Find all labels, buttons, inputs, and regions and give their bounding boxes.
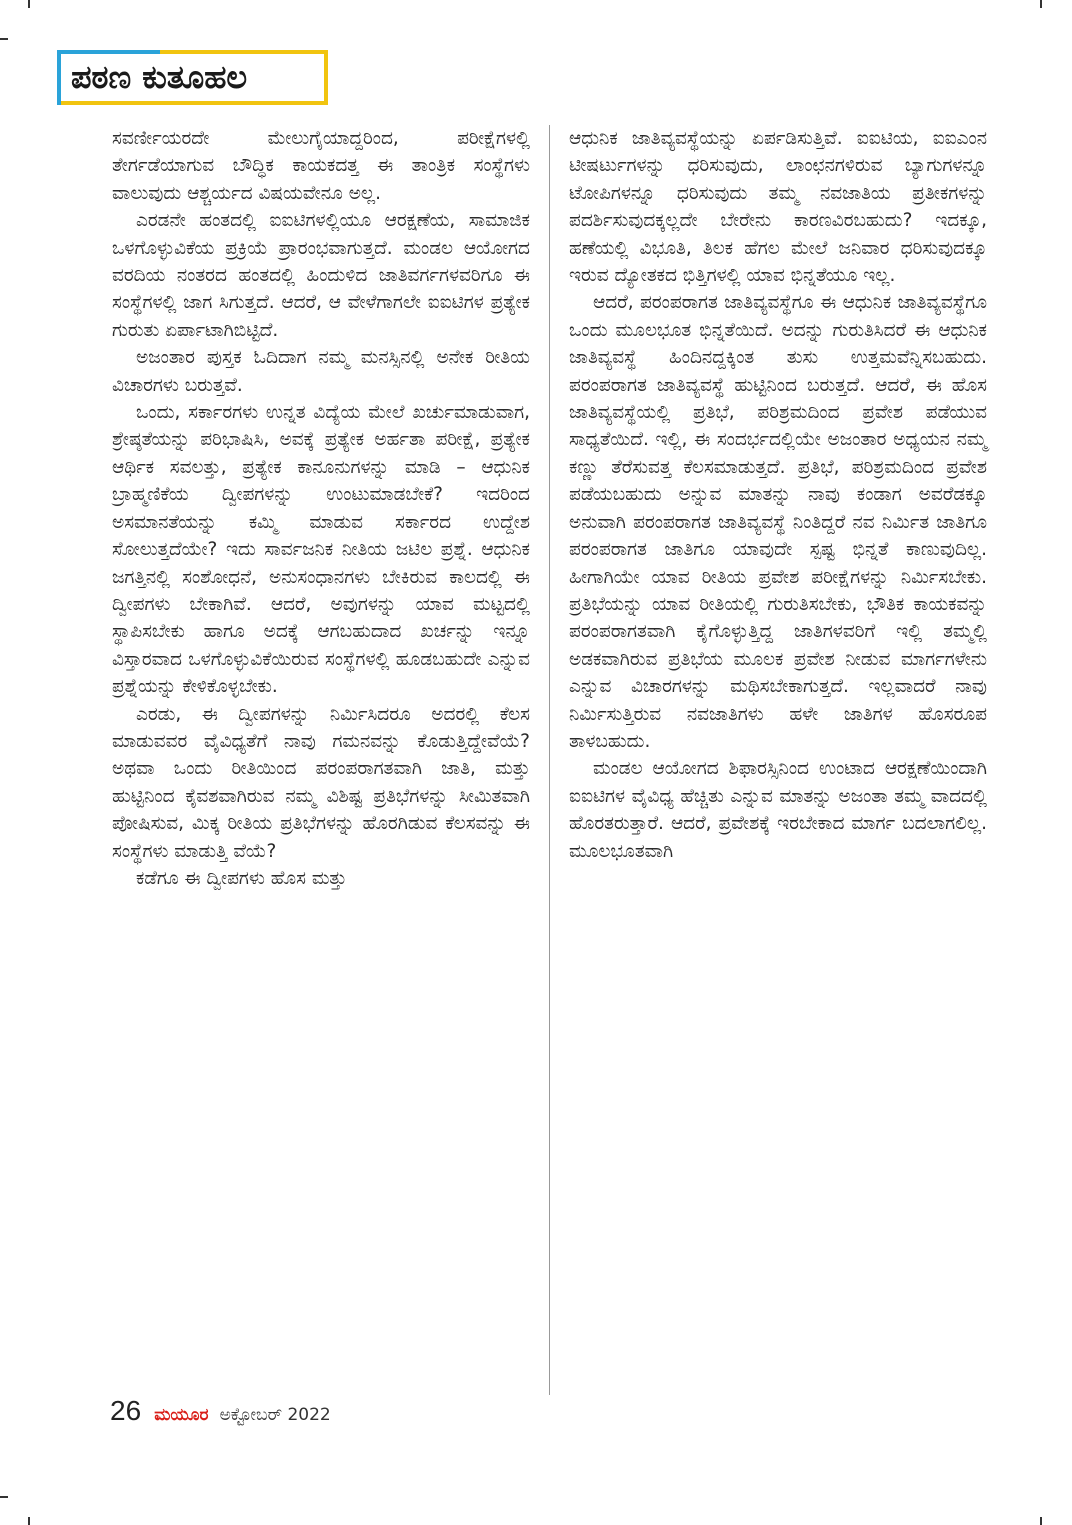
crop-mark-top-right	[1040, 0, 1042, 8]
article-paragraph: ಒಂದು, ಸರ್ಕಾರಗಳು ಉನ್ನತ ವಿದ್ಯೆಯ ಮೇಲೆ ಖರ್ಚುಮಾಡುವಾಗ, ಶ್ರೇಷ್ಠತೆಯನ್ನು ಪರಿಭಾಷಿಸಿ, ಅವಕ್ಕೆ ಪ್ರತ್ಯೇಕ ಅರ್ಹತಾ ಪರೀಕ್ಷೆ, ಪ್ರತ್ಯೇಕ ಆರ್ಥಿಕ ಸವಲತ್ತು, ಪ್ರತ್ಯೇಕ ಕಾನೂನುಗಳನ್ನು ಮಾಡಿ – ಆಧುನಿಕ ಬ್ರಾಹ್ಮಣಿಕೆಯ ದ್ವೀಪಗಳನ್ನು ಉಂಟುಮಾಡಬೇಕೆ? ಇದರಿಂದ ಅಸಮಾನತೆಯನ್ನು ಕಮ್ಮಿ ಮಾಡುವ ಸರ್ಕಾರದ ಉದ್ದೇಶ ಸೋಲುತ್ತದೆಯೇ? ಇದು ಸಾರ್ವಜನಿಕ ನೀತಿಯ ಜಟಿಲ ಪ್ರಶ್ನೆ. ಆಧುನಿಕ ಜಗತ್ತಿನಲ್ಲಿ ಸಂಶೋಧನೆ, ಅನುಸಂಧಾನಗಳು ಬೇಕಿರುವ ಕಾಲದಲ್ಲಿ ಈ ದ್ವೀಪಗಳು ಬೇಕಾಗಿವೆ. ಆದರೆ, ಅವುಗಳನ್ನು ಯಾವ ಮಟ್ಟದಲ್ಲಿ ಸ್ಥಾಪಿಸಬೇಕು ಹಾಗೂ ಅದಕ್ಕೆ ಆಗಬಹುದಾದ ಖರ್ಚನ್ನು ಇನ್ನೂ ವಿಸ್ತಾರವಾದ ಒಳಗೊಳ್ಳುವಿಕೆಯಿರುವ ಸಂಸ್ಥೆಗಳಲ್ಲಿ ಹೂಡಬಹುದೇ ಎನ್ನುವ ಪ್ರಶ್ನೆಯನ್ನು ಕೇಳಿಕೊಳ್ಳಬೇಕು.	[112, 402, 530, 698]
page-number: 26	[110, 1395, 142, 1426]
article-paragraph: ಕಡೆಗೂ ಈ ದ್ವೀಪಗಳು ಹೊಸ ಮತ್ತು	[136, 867, 347, 889]
header-accent-side	[57, 50, 61, 105]
crop-mark-top-left	[28, 0, 30, 8]
crop-mark-bottom-right	[1040, 1517, 1042, 1525]
crop-mark-bottom-left	[28, 1517, 30, 1525]
header-accent-top	[57, 50, 160, 54]
article-paragraph: ಎರಡನೇ ಹಂತದಲ್ಲಿ ಐಐಟಿಗಳಲ್ಲಿಯೂ ಆರಕ್ಷಣೆಯ, ಸಾಮಾಜಿಕ ಒಳಗೊಳ್ಳುವಿಕೆಯ ಪ್ರಕ್ರಿಯೆ ಪ್ರಾರಂಭವಾಗುತ್ತದೆ. ಮಂಡಲ ಆಯೋಗದ ವರದಿಯ ನಂತರದ ಹಂತದಲ್ಲಿ ಹಿಂದುಳಿದ ಜಾತಿವರ್ಗಗಳವರಿಗೂ ಈ ಸಂಸ್ಥೆಗಳಲ್ಲಿ ಜಾಗ ಸಿಗುತ್ತದೆ. ಆದರೆ, ಆ ವೇಳೆಗಾಗಲೇ ಐಐಟಿಗಳ ಪ್ರತ್ಯೇಕ ಗುರುತು ಏರ್ಪಾಟಾಗಿಬಿಟ್ಟಿದೆ.	[112, 210, 530, 341]
page-footer	[110, 1395, 331, 1427]
article-paragraph: ಆದರೆ, ಪರಂಪರಾಗತ ಜಾತಿವ್ಯವಸ್ಥೆಗೂ ಈ ಆಧುನಿಕ ಜಾತಿವ್ಯವಸ್ಥೆಗೂ ಒಂದು ಮೂಲಭೂತ ಭಿನ್ನತೆಯಿದೆ. ಅದನ್ನು ಗುರುತಿಸಿದರೆ ಈ ಆಧುನಿಕ ಜಾತಿವ್ಯವಸ್ಥೆ ಹಿಂದಿನದ್ದಕ್ಕಿಂತ ತುಸು ಉತ್ತಮವೆನ್ನಿಸಬಹುದು. ಪರಂಪರಾಗತ ಜಾತಿವ್ಯವಸ್ಥೆ ಹುಟ್ಟಿನಿಂದ ಬರುತ್ತದೆ. ಆದರೆ, ಈ ಹೊಸ ಜಾತಿವ್ಯವಸ್ಥೆಯಲ್ಲಿ ಪ್ರತಿಭೆ, ಪರಿಶ್ರಮದಿಂದ ಪ್ರವೇಶ ಪಡೆಯುವ ಸಾಧ್ಯತೆಯಿದೆ. ಇಲ್ಲಿ, ಈ ಸಂದರ್ಭದಲ್ಲಿಯೇ ಅಜಂತಾರ ಅಧ್ಯಯನ ನಮ್ಮ ಕಣ್ಣು ತೆರೆಸುವತ್ತ ಕೆಲಸಮಾಡುತ್ತದೆ. ಪ್ರತಿಭೆ, ಪರಿಶ್ರಮದಿಂದ ಪ್ರವೇಶ ಪಡೆಯಬಹುದು ಅನ್ನುವ ಮಾತನ್ನು ನಾವು ಕಂಡಾಗ ಅವರೆಡಕ್ಕೂ ಅನುವಾಗಿ ಪರಂಪರಾಗತ ಜಾತಿವ್ಯವಸ್ಥೆ ನಿಂತಿದ್ದರೆ ನವ ನಿರ್ಮಿತ ಜಾತಿಗೂ ಪರಂಪರಾಗತ ಜಾತಿಗೂ ಯಾವುದೇ ಸ್ಪಷ್ಟ ಭಿನ್ನತೆ ಕಾಣುವುದಿಲ್ಲ. ಹೀಗಾಗಿಯೇ ಯಾವ ರೀತಿಯ ಪ್ರವೇಶ ಪರೀಕ್ಷೆಗಳನ್ನು ನಿರ್ಮಿಸಬೇಕು. ಪ್ರತಿಭೆಯನ್ನು ಯಾವ ರೀತಿಯಲ್ಲಿ ಗುರುತಿಸಬೇಕು, ಭೌತಿಕ ಕಾಯಕವನ್ನು ಪರಂಪರಾಗತವಾಗಿ ಕೈಗೊಳ್ಳುತ್ತಿದ್ದ ಜಾತಿಗಳವರಿಗೆ ಇಲ್ಲಿ ತಮ್ಮಲ್ಲಿ ಅಡಕವಾಗಿರುವ ಪ್ರತಿಭೆಯ ಮೂಲಕ ಪ್ರವೇಶ ನೀಡುವ ಮಾರ್ಗಗಳೇನು ಎನ್ನುವ ವಿಚಾರಗಳನ್ನು ಮಥಿಸಬೇಕಾಗುತ್ತದೆ. ಇಲ್ಲವಾದರೆ ನಾವು ನಿರ್ಮಿಸುತ್ತಿರುವ ನವಜಾತಿಗಳು ಹಳೇ ಜಾತಿಗಳ ಹೊಸರೂಪ ತಾಳಬಹುದು.	[569, 292, 987, 752]
column-divider	[549, 125, 550, 1395]
crop-mark-left-upper	[0, 38, 8, 40]
article-paragraph: ಮಂಡಲ ಆಯೋಗದ ಶಿಫಾರಸ್ಸಿನಿಂದ ಉಂಟಾದ ಆರಕ್ಷಣೆಯಿಂದಾಗಿ ಐಐಟಿಗಳ ವೈವಿಧ್ಯ ಹೆಚ್ಚಿತು ಎನ್ನುವ ಮಾತನ್ನು ಅಜಂತಾ ತಮ್ಮ ವಾದದಲ್ಲಿ ಹೊರತರುತ್ತಾರೆ. ಆದರೆ, ಪ್ರವೇಶಕ್ಕೆ ಇರಬೇಕಾದ ಮಾರ್ಗ ಬದಲಾಗಲಿಲ್ಲ. ಮೂಲಭೂತವಾಗಿ	[569, 758, 987, 862]
article-paragraph: ಅಜಂತಾರ ಪುಸ್ತಕ ಓದಿದಾಗ ನಮ್ಮ ಮನಸ್ಸಿನಲ್ಲಿ ಅನೇಕ ರೀತಿಯ ವಿಚಾರಗಳು ಬರುತ್ತವೆ.	[112, 347, 530, 396]
section-title: ಪಠಣ ಕುತೂಹಲ	[71, 58, 248, 96]
article-column-left	[112, 125, 530, 892]
article-paragraph: ಸವರ್ಣೀಯರದೇ ಮೇಲುಗೈಯಾದ್ದರಿಂದ, ಪರೀಕ್ಷೆಗಳಲ್ಲಿ ತೇರ್ಗಡೆಯಾಗುವ ಬೌದ್ಧಿಕ ಕಾಯಕದತ್ತ ಈ ತಾಂತ್ರಿಕ ಸಂಸ್ಥೆಗಳು ವಾಲುವುದು ಆಶ್ಚರ್ಯದ ವಿಷಯವೇನೂ ಅಲ್ಲ.	[112, 128, 530, 204]
crop-mark-left-lower	[0, 1496, 8, 1498]
article-column-right	[569, 125, 987, 865]
article-paragraph: ಎರಡು, ಈ ದ್ವೀಪಗಳನ್ನು ನಿರ್ಮಿಸಿದರೂ ಅದರಲ್ಲಿ ಕೆಲಸ ಮಾಡುವವರ ವೈವಿಧ್ಯತೆಗೆ ನಾವು ಗಮನವನ್ನು ಕೊಡುತ್ತಿದ್ದೇವೆಯೆ? ಅಥವಾ ಒಂದು ರೀತಿಯಿಂದ ಪರಂಪರಾಗತವಾಗಿ ಜಾತಿ, ಮತ್ತು ಹುಟ್ಟಿನಿಂದ ಕೈವಶವಾಗಿರುವ ನಮ್ಮ ವಿಶಿಷ್ಟ ಪ್ರತಿಭೆಗಳನ್ನು ಸೀಮಿತವಾಗಿ ಪೋಷಿಸುವ, ಮಿಕ್ಕ ರೀತಿಯ ಪ್ರತಿಭೆಗಳನ್ನು ಹೊರಗಿಡುವ ಕೆಲಸವನ್ನು ಈ ಸಂಸ್ಥೆಗಳು ಮಾಡುತ್ತಿ ವೆಯೆ?	[112, 703, 530, 862]
article-paragraph: ಆಧುನಿಕ ಜಾತಿವ್ಯವಸ್ಥೆಯನ್ನು ಏರ್ಪಡಿಸುತ್ತಿವೆ. ಐಐಟಿಯ, ಐಐಎಂನ ಟೀಷರ್ಟುಗಳನ್ನು ಧರಿಸುವುದು, ಲಾಂಛನಗಳಿರುವ ಬ್ಯಾಗುಗಳನ್ನೂ ಟೋಪಿಗಳನ್ನೂ ಧರಿಸುವುದು ತಮ್ಮ ನವಜಾತಿಯ ಪ್ರತೀಕಗಳನ್ನು ಪದರ್ಶಿಸುವುದಕ್ಕಲ್ಲದೇ ಬೇರೇನು ಕಾರಣವಿರಬಹುದು? ಇದಕ್ಕೂ, ಹಣೆಯಲ್ಲಿ ವಿಭೂತಿ, ತಿಲಕ ಹೆಗಲ ಮೇಲೆ ಜನಿವಾರ ಧರಿಸುವುದಕ್ಕೂ ಇರುವ ದ್ಯೋತಕದ ಭಿತ್ತಿಗಳಲ್ಲಿ ಯಾವ ಭಿನ್ನತೆಯೂ ಇಲ್ಲ.	[569, 128, 987, 287]
magazine-name: ಮಯೂರ	[154, 1405, 209, 1425]
issue-date: ಅಕ್ಟೋಬರ್ 2022	[219, 1405, 331, 1425]
section-header	[57, 50, 328, 105]
